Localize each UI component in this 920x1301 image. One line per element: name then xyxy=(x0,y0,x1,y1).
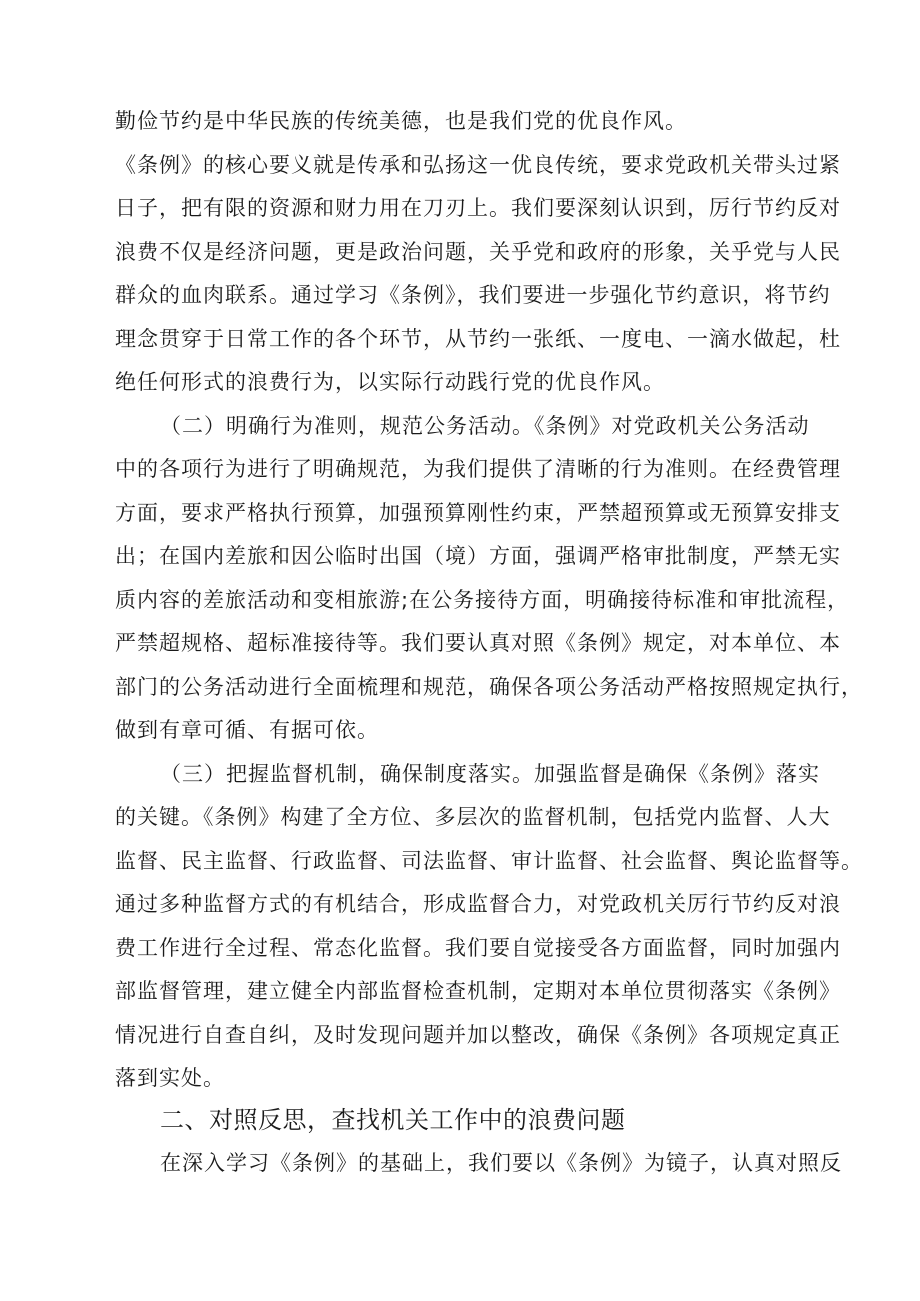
paragraph-3-line-3: 监督、民主监督、行政监督、司法监督、审计监督、社会监督、舆论监督等。 xyxy=(115,849,863,873)
paragraph-1-line-4: 浪费不仅是经济问题，更是政治问题，关乎党和政府的形象，关乎党与人民 xyxy=(115,240,841,264)
paragraph-2-line-6: 严禁超规格、超标准接待等。我们要认真对照《条例》规定，对本单位、本 xyxy=(115,631,841,655)
paragraph-2-line-5: 质内容的差旅活动和变相旅游;在公务接待方面，明确接待标准和审批流程， xyxy=(115,588,850,612)
paragraph-1-line-2: 《条例》的核心要义就是传承和弘扬这一优良传统，要求党政机关带头过紧 xyxy=(115,153,841,177)
paragraph-3-line-6: 部监督管理，建立健全内部监督检查机制，定期对本单位贯彻落实《条例》 xyxy=(115,979,841,1003)
paragraph-2-line-3: 方面，要求严格执行预算，加强预算刚性约束，严禁超预算或无预算安排支 xyxy=(115,501,841,525)
paragraph-2-line-2: 中的各项行为进行了明确规范，为我们提供了清晰的行为准则。在经费管理 xyxy=(115,457,841,481)
paragraph-1-line-5: 群众的血肉联系。通过学习《条例》，我们要进一步强化节约意识，将节约 xyxy=(115,283,831,307)
paragraph-1-line-1: 勤俭节约是中华民族的传统美德，也是我们党的优良作风。 xyxy=(115,109,687,133)
paragraph-3-line-5: 费工作进行全过程、常态化监督。我们要自觉接受各方面监督，同时加强内 xyxy=(115,936,841,960)
section-heading: 二、对照反思，查找机关工作中的浪费问题 xyxy=(160,1106,626,1134)
paragraph-3-line-4: 通过多种监督方式的有机结合，形成监督合力，对党政机关厉行节约反对浪 xyxy=(115,892,841,916)
paragraph-3-line-8: 落到实处。 xyxy=(115,1066,225,1090)
paragraph-1-line-6: 理念贯穿于日常工作的各个环节，从节约一张纸、一度电、一滴水做起，杜 xyxy=(115,327,841,351)
paragraph-2-line-7: 部门的公务活动进行全面梳理和规范，确保各项公务活动严格按照规定执行， xyxy=(115,675,863,699)
paragraph-2-line-1: （二）明确行为准则，规范公务活动。《条例》对党政机关公务活动 xyxy=(160,414,810,438)
paragraph-3-line-7: 情况进行自查自纠，及时发现问题并加以整改，确保《条例》各项规定真正 xyxy=(115,1023,841,1047)
paragraph-3-line-2: 的关键。《条例》构建了全方位、多层次的监督机制，包括党内监督、人大 xyxy=(115,805,831,829)
paragraph-1-line-3: 日子，把有限的资源和财力用在刀刃上。我们要深刻认识到，厉行节约反对 xyxy=(115,196,841,220)
paragraph-4-line-1: 在深入学习《条例》的基础上，我们要以《条例》为镜子，认真对照反 xyxy=(160,1151,842,1175)
paragraph-2-line-4: 出；在国内差旅和因公临时出国（境）方面，强调严格审批制度，严禁无实 xyxy=(115,544,841,568)
paragraph-1-line-7: 绝任何形式的浪费行为，以实际行动践行党的优良作风。 xyxy=(115,370,665,394)
paragraph-3-line-1: （三）把握监督机制，确保制度落实。加强监督是确保《条例》落实 xyxy=(160,762,820,786)
paragraph-2-line-8: 做到有章可循、有据可依。 xyxy=(115,718,379,742)
